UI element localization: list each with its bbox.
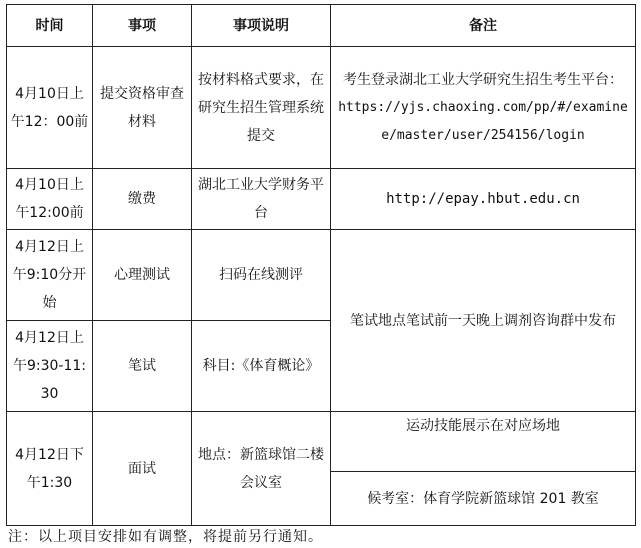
footnote: 注：以上项目安排如有调整，将提前另行通知。	[8, 529, 323, 545]
desc-cell: 湖北工业大学财务平台	[192, 169, 331, 230]
header-remark: 备注	[331, 5, 636, 47]
table-row	[7, 169, 636, 230]
desc-cell: 扫码在线测评	[192, 230, 331, 321]
item-cell: 面试	[93, 412, 192, 526]
table-row	[7, 412, 636, 472]
item-cell: 提交资格审查材料	[93, 47, 192, 169]
interview-remark-waiting-room: 候考室：体育学院新篮球馆 201 教室	[331, 472, 636, 526]
desc-cell: 科目:《体育概论》	[192, 321, 331, 412]
desc-cell: 按材料格式要求，在研究生招生管理系统提交	[192, 47, 331, 169]
time-cell: 4月12日上午9:10分开始	[7, 230, 93, 321]
desc-cell: 地点：新篮球馆二楼会议室	[192, 412, 331, 526]
header-desc: 事项说明	[192, 5, 331, 47]
schedule-table	[6, 4, 636, 526]
time-cell: 4月12日下午1:30	[7, 412, 93, 526]
time-cell: 4月10日上午12：00前	[7, 47, 93, 169]
table-row	[7, 230, 636, 321]
remark-text: 考生登录湖北工业大学研究生招生考生平台：	[343, 71, 623, 88]
item-cell: 笔试	[93, 321, 192, 412]
table-row	[7, 47, 636, 169]
exam-platform-link[interactable]: https://yjs.chaoxing.com/pp/#/examinee/master/user/254156/login	[338, 99, 628, 143]
header-item: 事项	[93, 5, 192, 47]
item-cell: 缴费	[93, 169, 192, 230]
header-row	[7, 5, 636, 47]
remark-cell-merged: 笔试地点笔试前一天晚上调剂咨询群中发布	[331, 230, 636, 412]
header-time: 时间	[7, 5, 93, 47]
remark-cell	[331, 47, 636, 169]
time-cell: 4月12日上午9:30-11:30	[7, 321, 93, 412]
time-cell: 4月10日上午12:00前	[7, 169, 93, 230]
payment-link[interactable]: http://epay.hbut.edu.cn	[331, 169, 636, 230]
interview-remark-venue: 运动技能展示在对应场地	[331, 412, 636, 472]
item-cell: 心理测试	[93, 230, 192, 321]
